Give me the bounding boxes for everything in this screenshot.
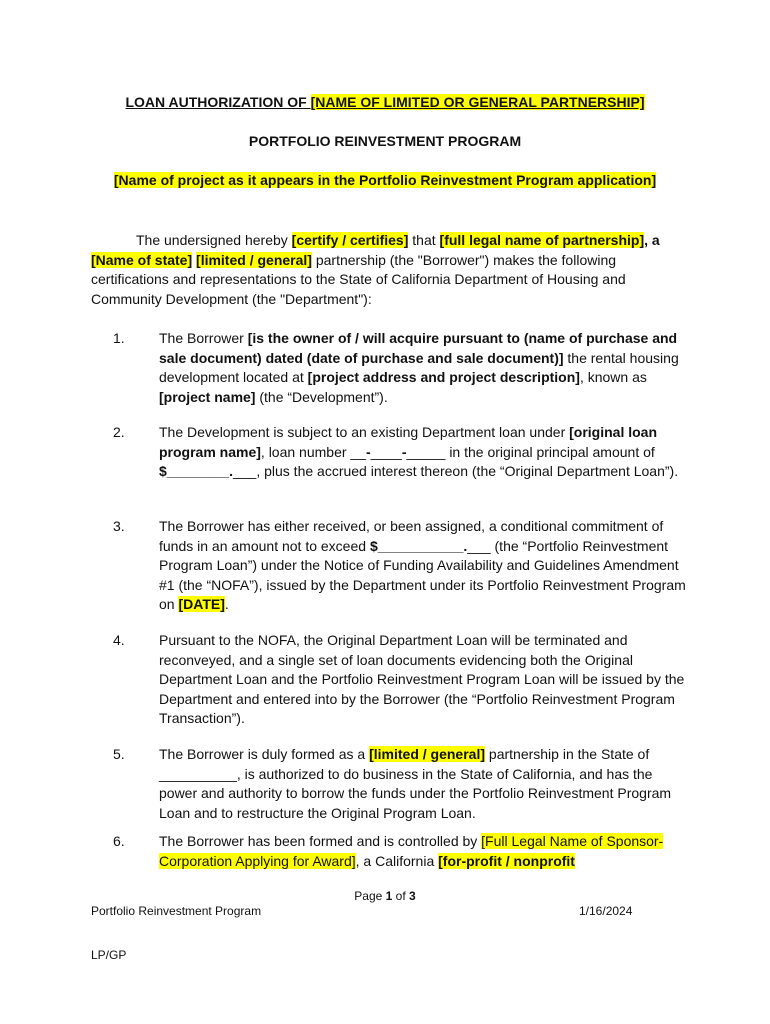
item-3-text-e: . <box>224 596 229 612</box>
footer-program-name: Portfolio Reinvestment Program <box>91 904 262 918</box>
item-4-text-a: Pursuant to the NOFA, the Original Department Loan will be terminated and reconveyed, and a single set of loan documents evidencing both the Original Department Loan and the Portfolio Reinvestment Program Loan will be issued by the Department and entered into by the Borrower (the “Portfolio Reinvestment Program Transaction”). <box>159 632 685 726</box>
item-number: 6. <box>113 833 125 849</box>
program-heading: PORTFOLIO REINVESTMENT PROGRAM <box>248 133 522 149</box>
intro-text-1: The undersigned hereby <box>136 232 292 248</box>
page-current: 1 <box>385 889 393 903</box>
item-1-address-placeholder: [project address and project description] <box>307 369 580 385</box>
partnership-name-placeholder: [NAME OF LIMITED OR GENERAL PARTNERSHIP] <box>310 94 645 110</box>
item-number: 5. <box>113 746 125 762</box>
certify-placeholder: [certify / certifies] <box>291 232 409 248</box>
item-3-text-c: ___ (the “Portfolio Reinvestment Program Loan”) under the Notice of Funding Availability and Guidelines Amendment #1 (the “NOFA”), issued by the Department under its Portfolio Reinvestment Program on <box>159 537 686 612</box>
item-3-date-placeholder: [DATE] <box>178 596 225 612</box>
item-text <box>159 631 687 729</box>
item-5-text-c: partnership in the State of __________, is authorized to do business in the State of California, and has the power and authority to borrow the funds under the Portfolio Reinvestment Program Loan and to restructure the Original Program Loan. <box>159 746 672 821</box>
page-number <box>0 889 770 903</box>
page-word: Page <box>354 889 386 903</box>
footer-document-code: LP/GP <box>91 948 127 962</box>
title-prefix: LOAN AUTHORIZATION OF <box>125 94 311 110</box>
item-1-text-c: the rental housing development located at <box>159 349 679 385</box>
item-6-text-c: , a California <box>355 852 439 869</box>
item-1-text-g: (the “Development”). <box>255 388 388 405</box>
intro-text-5: partnership (the "Borrower") makes the following certifications and representations to the State of California Department of Housing and Community Development (the "Department"): <box>91 251 626 307</box>
intro-text-2: that <box>408 232 440 248</box>
project-name-placeholder: [Name of project as it appears in the Portfolio Reinvestment Program application] <box>113 172 657 188</box>
intro-text-3: , a <box>644 232 660 248</box>
item-2-text-a: The Development is subject to an existing Department loan under <box>159 424 570 440</box>
item-number: 4. <box>113 632 125 648</box>
item-number: 1. <box>113 330 125 346</box>
item-1-ownership-placeholder: [is the owner of / will acquire pursuant to (name of purchase and sale document) dated (date of purchase and sale document)] <box>159 330 678 366</box>
item-5-partnership-type-placeholder: [limited / general] <box>369 746 486 762</box>
document-title <box>0 94 770 110</box>
item-5-text-a: The Borrower is duly formed as a <box>159 746 370 762</box>
partnership-type-placeholder: [limited / general] <box>196 251 312 268</box>
legal-name-placeholder: [full legal name of partnership] <box>439 232 645 248</box>
item-1-project-name-placeholder: [project name] <box>159 388 256 405</box>
item-text <box>159 423 687 482</box>
footer-date: 1/16/2024 <box>579 904 633 918</box>
item-6-profit-type-placeholder: [for-profit / nonprofit <box>438 852 575 869</box>
item-6-sponsor-placeholder: [Full Legal Name of Sponsor-Corporation Applying for Award] <box>159 833 664 869</box>
item-2-text-e: ____ <box>370 443 402 460</box>
item-2-dash-1: - <box>366 443 371 460</box>
item-text <box>159 745 687 823</box>
item-number: 3. <box>113 518 125 534</box>
intro-paragraph <box>91 231 687 309</box>
state-name-placeholder: [Name of state] <box>91 251 193 268</box>
item-2-text-c: , loan number __ <box>260 443 366 460</box>
item-2-program-placeholder: [original loan program name] <box>159 424 658 460</box>
project-name-heading <box>0 172 770 188</box>
item-text <box>159 832 687 871</box>
item-2-text-g: _____ in the original principal amount of <box>406 443 655 460</box>
item-text <box>159 517 687 615</box>
item-number: 2. <box>113 424 125 440</box>
item-1-text-a: The Borrower <box>159 330 248 346</box>
item-text <box>159 329 687 407</box>
page-of-word: of <box>392 889 410 903</box>
item-2-amount-placeholder: $________. <box>159 463 233 479</box>
item-6-text-a: The Borrower has been formed and is controlled by <box>159 833 482 849</box>
page-total: 3 <box>409 889 416 903</box>
item-2-text-i: ___, plus the accrued interest thereon (the “Original Department Loan”). <box>232 463 679 479</box>
item-3-amount-placeholder: $___________. <box>369 537 468 554</box>
item-1-text-e: , known as <box>579 369 647 385</box>
item-2-dash-2: - <box>401 443 407 460</box>
item-3-text-a: The Borrower has either received, or been assigned, a conditional commitment of funds in an amount not to exceed <box>159 518 664 554</box>
